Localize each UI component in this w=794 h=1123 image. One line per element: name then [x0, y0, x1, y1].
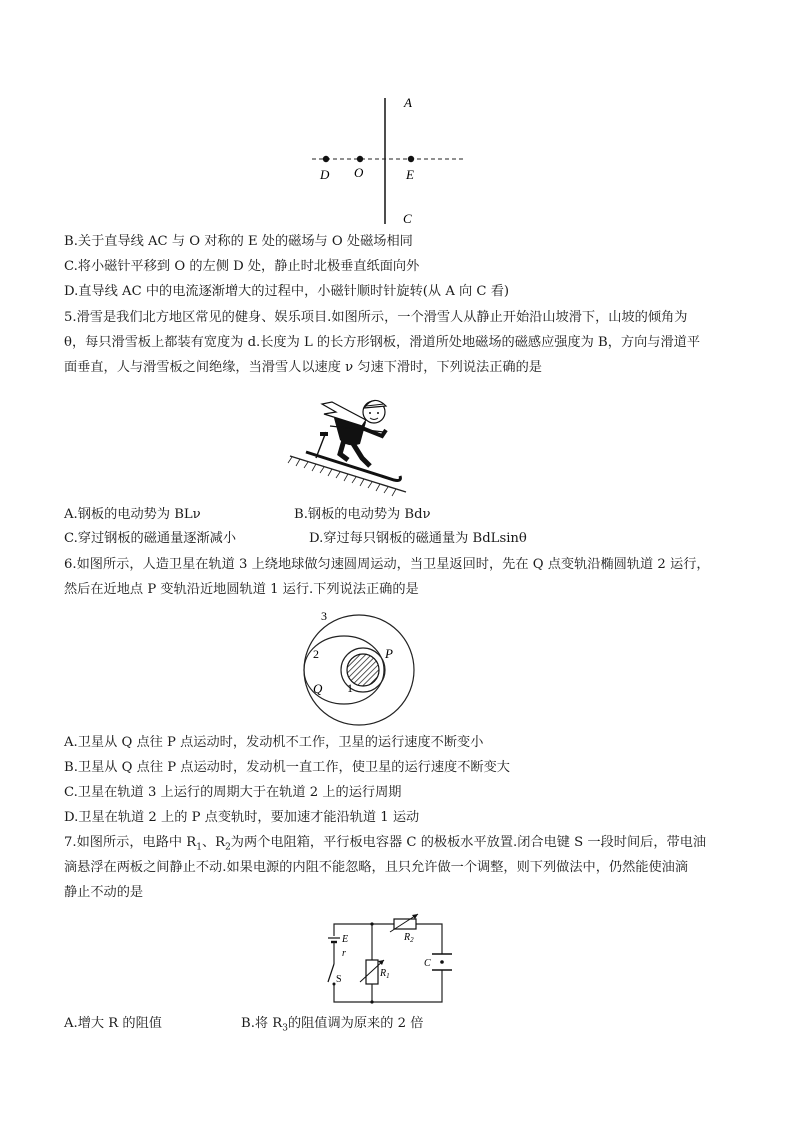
- q4-option-C: C.将小磁针平移到 O 的左侧 D 处，静止时北极垂直纸面向外: [64, 259, 420, 274]
- circuit-figure: [318, 910, 458, 1010]
- label-orbit-3: 3: [321, 609, 327, 623]
- label-r: r: [342, 948, 346, 959]
- orbit-figure: [297, 604, 417, 730]
- label-R1: $R_1$: [380, 968, 390, 980]
- point-O: [357, 156, 363, 162]
- q7-option-B: B.将 $R_3$的阻值调为原来的 2 倍: [241, 1016, 424, 1034]
- q7-stem-line3: 静止不动的是: [64, 885, 144, 900]
- q6-option-D: D.卫星在轨道 2 上的 P 点变轨时，要加速才能沿轨道 1 运动: [64, 810, 420, 825]
- point-E: [408, 156, 414, 162]
- q6-stem-line1: 6.如图所示，人造卫星在轨道 3 上绕地球做匀速圆周运动，当卫星返回时，先在 Q 点变轨沿椭圆轨道 2 运行，: [64, 557, 710, 572]
- q6-stem-line2: 然后在近地点 P 变轨沿近地圆轨道 1 运行.下列说法正确的是: [64, 582, 419, 597]
- q4-option-D: D.直导线 AC 中的电流逐渐增大的过程中，小磁针顺时针旋转(从 A 向 C 看): [64, 284, 510, 299]
- q4-option-B: B.关于直导线 AC 与 O 对称的 E 处的磁场与 O 处磁场相同: [64, 234, 413, 249]
- q5-stem-line1: 5.滑雪是我们北方地区常见的健身、娱乐项目.如图所示，一个滑雪人从静止开始沿山坡滑下，山坡的倾角为: [64, 310, 688, 325]
- oil-drop: [440, 960, 444, 964]
- q5-stem-line2: θ，每只滑雪板上都装有宽度为 d.长度为 L 的长方形钢板，滑道所处地磁场的磁感应强度为 B，方向与滑道平: [64, 335, 701, 350]
- wire-left-top: [334, 924, 442, 954]
- q6-option-C: C.卫星在轨道 3 上运行的周期大于在轨道 2 上的运行周期: [64, 785, 402, 800]
- q7-stem-line2: 滴悬浮在两板之间静止不动.如果电源的内阻不能忽略，且只允许做一个调整，则下列做法中，仍然能使油滴: [64, 860, 689, 875]
- label-R2: $R_2$: [404, 932, 414, 944]
- label-D: D: [320, 167, 330, 182]
- label-orbit-2: 2: [313, 647, 319, 661]
- skier-figure: [286, 388, 412, 500]
- label-A: A: [404, 95, 412, 110]
- label-orbit-1: 1: [347, 681, 353, 695]
- q5-option-C: C.穿过钢板的磁通量逐渐减小: [64, 531, 237, 546]
- q6-option-B: B.卫星从 Q 点往 P 点运动时，发动机一直工作，使卫星的运行速度不断变大: [64, 760, 510, 775]
- label-Q: Q: [313, 681, 323, 696]
- q5-option-B: B.钢板的电动势为 Bdν: [294, 507, 431, 522]
- label-C: C: [403, 211, 412, 226]
- label-E: E: [406, 167, 414, 182]
- q5-stem-line3: 面垂直，人与滑雪板之间绝缘，当滑雪人以速度 ν 匀速下滑时，下列说法正确的是: [64, 360, 542, 375]
- q5-option-A: A.钢板的电动势为 BLν: [64, 507, 201, 522]
- label-E: E: [342, 934, 349, 945]
- q6-option-A: A.卫星从 Q 点往 P 点运动时，发动机不工作，卫星的运行速度不断变小: [64, 735, 484, 750]
- wire-compass-figure: [300, 92, 480, 230]
- point-D: [323, 156, 329, 162]
- q7-option-A: A.增大 R 的阻值: [64, 1016, 162, 1031]
- switch-S: [328, 964, 334, 982]
- label-S: S: [336, 974, 342, 985]
- label-P: P: [385, 646, 393, 661]
- q7-stem-line1: 7.如图所示，电路中 $R_1$、$R_2$为两个电阻箱，平行板电容器 C 的极板水平放置.闭合电键 S 一段时间后，带电油: [64, 835, 707, 853]
- label-C: C: [424, 958, 431, 969]
- label-O: O: [354, 165, 364, 180]
- q5-option-D: D.穿过每只钢板的磁通量为 BdLsinθ: [309, 531, 527, 546]
- resistor-R1: [366, 960, 378, 984]
